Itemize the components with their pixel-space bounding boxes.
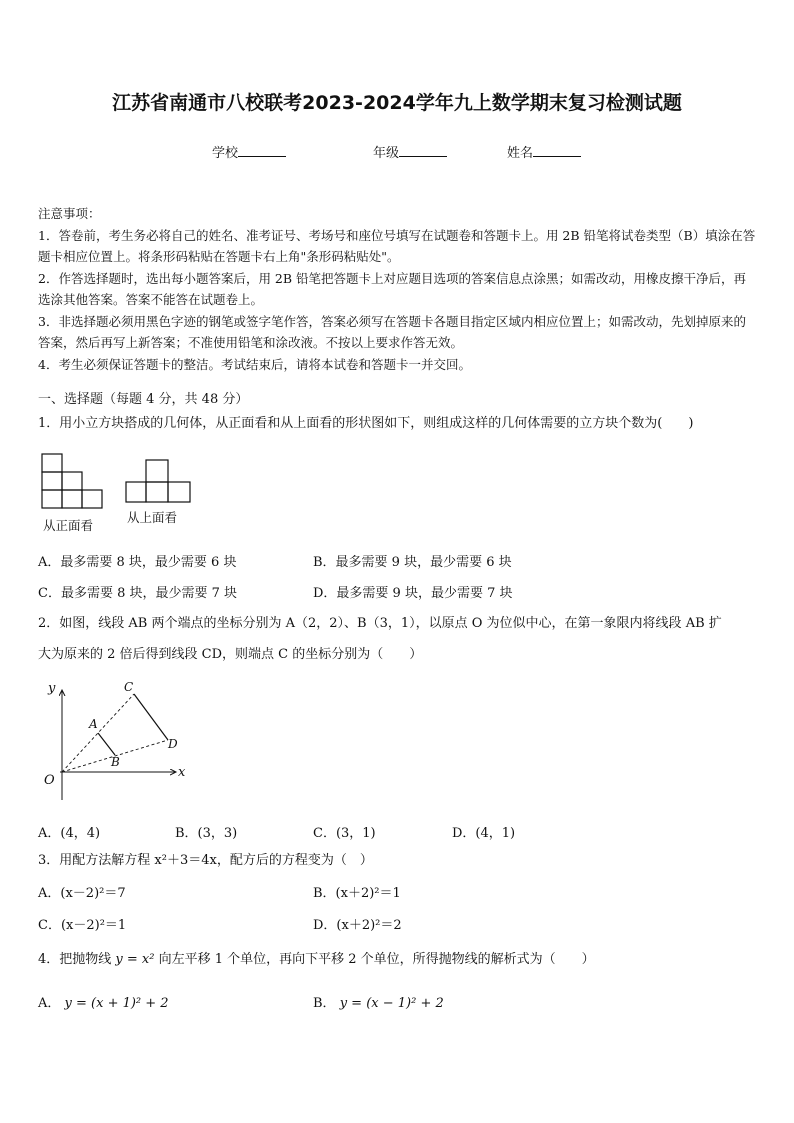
q1-stem: 1．用小立方块搭成的几何体，从正面看和从上面看的形状图如下，则组成这样的几何体需要的立方块个数为( ) bbox=[38, 416, 694, 431]
label-b: B bbox=[111, 755, 120, 769]
notice-block bbox=[38, 203, 758, 375]
q4-option-a-expr: y = (x + 1)² + 2 bbox=[64, 996, 169, 1011]
notice-heading: 注意事项： bbox=[38, 206, 101, 221]
front-view-caption: 从正面看 bbox=[43, 518, 94, 533]
notice-item-1: 1．答卷前，考生务必将自己的姓名、准考证号、考场号和座位号填写在试题卷和答题卡上。用 2B 铅笔将试卷类型（B）填涂在答题卡相应位置上。将条形码粘贴在答题卡右上角"条形码粘贴处"。 bbox=[38, 227, 756, 264]
segment-cd bbox=[134, 694, 168, 740]
label-c: C bbox=[124, 680, 134, 694]
q2-option-d: D．(4，1) bbox=[452, 826, 516, 841]
q4-option-b-label: B． bbox=[313, 996, 336, 1011]
q1-option-b: B．最多需要 9 块，最少需要 6 块 bbox=[313, 555, 512, 570]
label-o: O bbox=[44, 773, 55, 788]
school-label: 学校 bbox=[212, 146, 239, 161]
segment-ab bbox=[98, 733, 115, 755]
front-view-figure bbox=[40, 452, 110, 514]
name-label: 姓名 bbox=[507, 146, 534, 161]
q1-option-d: D．最多需要 9 块，最少需要 7 块 bbox=[313, 586, 513, 601]
notice-item-3: 3．非选择题必须用黑色字迹的钢笔或签字笔作答，答案必须写在答题卡各题目指定区域内相应位置上；如需改动，先划掉原来的答案，然后再写上新答案；不准使用铅笔和涂改液。不按以上要求作答无效。 bbox=[38, 313, 746, 350]
q4-stem-post: 向左平移 1 个单位，再向下平移 2 个单位，所得抛物线的解析式为（ ） bbox=[158, 952, 595, 967]
q1-option-a: A．最多需要 8 块，最少需要 6 块 bbox=[38, 555, 237, 570]
q2-option-c: C．(3，1) bbox=[313, 826, 376, 841]
name-field bbox=[507, 142, 581, 161]
q2-option-b: B．(3，3) bbox=[175, 826, 238, 841]
q2-coordinate-figure bbox=[38, 678, 198, 806]
q4-option-b bbox=[313, 992, 444, 1011]
label-d: D bbox=[168, 737, 178, 751]
q3-option-b: B．(x＋2)²＝1 bbox=[313, 886, 401, 901]
section-title: 一、选择题（每题 4 分，共 48 分） bbox=[38, 392, 249, 407]
q3-option-a: A．(x－2)²＝7 bbox=[38, 886, 126, 901]
top-view-caption: 从上面看 bbox=[127, 510, 178, 525]
grade-blank bbox=[399, 143, 447, 157]
school-field bbox=[212, 142, 286, 161]
q4-stem-pre: 4．把抛物线 bbox=[38, 952, 112, 967]
q2-stem-line1: 2．如图，线段 AB 两个端点的坐标分别为 A（2，2）、B（3，1），以原点 O 为位似中心，在第一象限内将线段 AB 扩 bbox=[38, 616, 722, 631]
q4-option-b-expr: y = (x − 1)² + 2 bbox=[339, 996, 444, 1011]
q4-option-a-label: A． bbox=[38, 996, 61, 1011]
q2-stem-line2: 大为原来的 2 倍后得到线段 CD，则端点 C 的坐标分别为（ ） bbox=[38, 647, 423, 662]
q4-stem bbox=[38, 950, 758, 970]
grade-field bbox=[373, 142, 447, 161]
label-y: y bbox=[48, 681, 56, 696]
label-x: x bbox=[178, 765, 186, 780]
q2-option-a: A．(4，4) bbox=[38, 826, 101, 841]
q3-option-d: D．(x＋2)²＝2 bbox=[313, 918, 402, 933]
grade-label: 年级 bbox=[373, 146, 400, 161]
q3-stem: 3．用配方法解方程 x²＋3＝4x，配方后的方程变为（ ） bbox=[38, 853, 373, 868]
label-a: A bbox=[89, 717, 98, 731]
q3-option-c: C．(x－2)²＝1 bbox=[38, 918, 127, 933]
notice-item-2: 2．作答选择题时，选出每小题答案后，用 2B 铅笔把答题卡上对应题目选项的答案信息点涂黑；如需改动，用橡皮擦干净后，再选涂其他答案。答案不能答在试题卷上。 bbox=[38, 270, 747, 307]
q4-stem-equation: y = x² bbox=[115, 952, 155, 967]
school-blank bbox=[238, 143, 286, 157]
top-view-figure bbox=[124, 458, 194, 506]
q4-option-a bbox=[38, 992, 169, 1011]
notice-item-4: 4．考生必须保证答题卡的整洁。考试结束后，请将本试卷和答题卡一并交回。 bbox=[38, 356, 471, 372]
q1-option-c: C．最多需要 8 块，最少需要 7 块 bbox=[38, 586, 238, 601]
page-title: 江苏省南通市八校联考2023-2024学年九上数学期末复习检测试题 bbox=[112, 92, 682, 114]
name-blank bbox=[533, 143, 581, 157]
